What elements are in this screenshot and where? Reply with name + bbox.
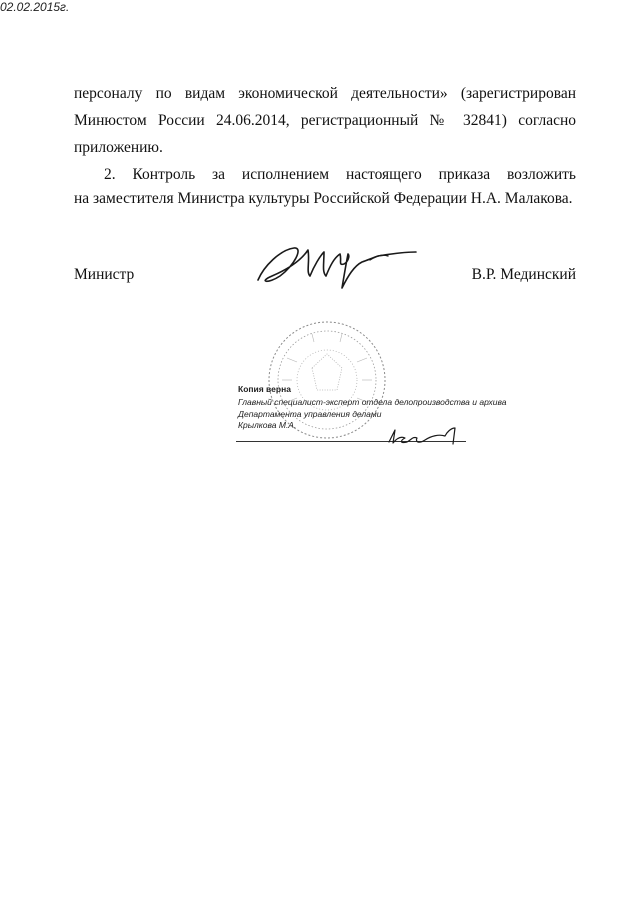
certifier-department: Департамента управления делами <box>238 409 382 419</box>
text-line: 2. Контроль за исполнением настоящего приказа возложить <box>104 166 576 183</box>
text-line: приложению. <box>74 139 163 156</box>
certifier-signature <box>385 426 465 448</box>
signatory-title: Министр <box>74 266 135 283</box>
certifier-name: Крылкова М.А. <box>238 420 297 430</box>
text-line: на заместителя Министра культуры Российской Федерации Н.А. Малакова. <box>74 190 573 207</box>
text-line: персоналу по видам экономической деятельности» (зарегистрирован <box>74 85 576 102</box>
signatory-name: В.Р. Мединский <box>471 266 576 283</box>
text-line: Минюстом России 24.06.2014, регистрационный № 32841) согласно <box>74 112 576 129</box>
certifier-position: Главный специалист-эксперт отдела делопроизводства и архива <box>238 397 507 407</box>
certification-date: 02.02.2015г. <box>0 0 70 14</box>
minister-signature <box>250 236 420 296</box>
certification-heading: Копия верна <box>238 384 291 394</box>
